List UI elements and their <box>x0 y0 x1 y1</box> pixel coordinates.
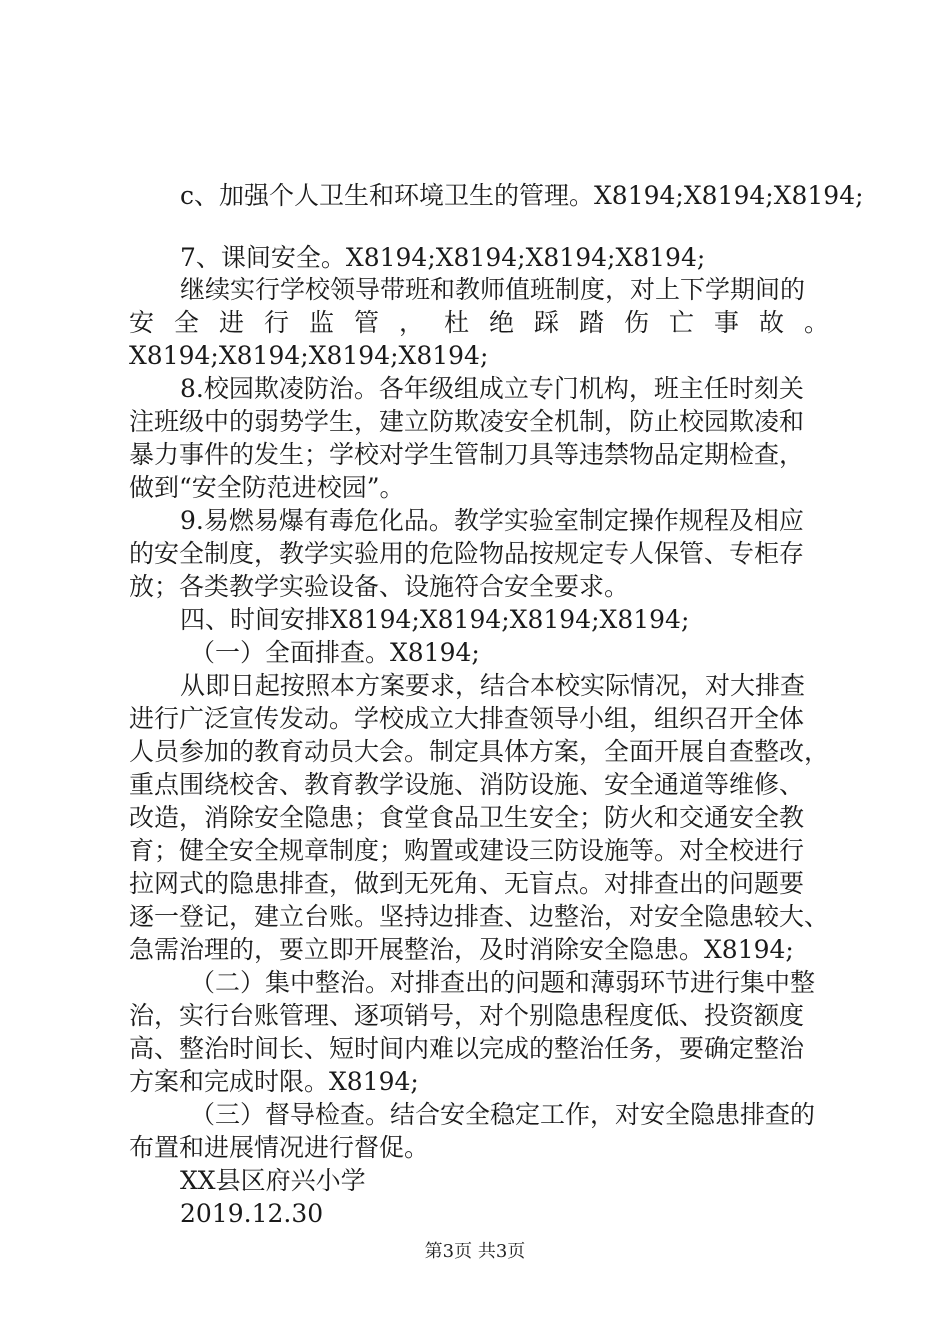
paragraph-line: 安全进行监管，杜绝踩踏伤亡事故。 <box>129 308 829 337</box>
paragraph-line: 放；各类教学实验设备、设施符合安全要求。 <box>129 572 630 601</box>
paragraph-line: （三）督导检查。结合安全稳定工作，对安全隐患排查的 <box>190 1100 816 1129</box>
paragraph-line: c、加强个人卫生和环境卫生的管理。X8194;X8194;X8194; <box>180 181 864 210</box>
paragraph-line: 方案和完成时限。X8194; <box>129 1067 419 1096</box>
paragraph-line: X8194;X8194;X8194;X8194; <box>129 341 489 370</box>
paragraph-line: 急需治理的，要立即开展整治，及时消除安全隐患。X8194; <box>129 935 794 964</box>
paragraph-line: 改造，消除安全隐患；食堂食品卫生安全；防火和交通安全教 <box>129 803 805 832</box>
paragraph-line: 的安全制度，教学实验用的危险物品按规定专人保管、专柜存 <box>129 539 805 568</box>
paragraph-line: 治，实行台账管理、逐项销号，对个别隐患程度低、投资额度 <box>129 1001 805 1030</box>
signature-school: XX县区府兴小学 <box>180 1166 366 1195</box>
paragraph-line: 高、整治时间长、短时间内难以完成的整治任务，要确定整治 <box>129 1034 805 1063</box>
paragraph-line: （二）集中整治。对排查出的问题和薄弱环节进行集中整 <box>190 968 816 997</box>
paragraph-line: 9.易燃易爆有毒危化品。教学实验室制定操作规程及相应 <box>180 506 804 535</box>
paragraph-line: 人员参加的教育动员大会。制定具体方案，全面开展自查整改， <box>129 737 830 766</box>
paragraph-line: 注班级中的弱势学生，建立防欺凌安全机制，防止校园欺凌和 <box>129 407 805 436</box>
paragraph-line: 继续实行学校领导带班和教师值班制度，对上下学期间的 <box>180 275 806 304</box>
paragraph-line: 做到“安全防范进校园”。 <box>129 473 405 502</box>
section-heading: 四、时间安排X8194;X8194;X8194;X8194; <box>180 605 690 634</box>
signature-date: 2019.12.30 <box>180 1199 324 1228</box>
paragraph-line: 逐一登记，建立台账。坚持边排查、边整治，对安全隐患较大、 <box>129 902 830 931</box>
paragraph-line: 从即日起按照本方案要求，结合本校实际情况，对大排查 <box>180 671 806 700</box>
paragraph-line: 拉网式的隐患排查，做到无死角、无盲点。对排查出的问题要 <box>129 869 805 898</box>
page-footer: 第3页 共3页 <box>424 1241 526 1262</box>
subsection-heading: （一）全面排查。X8194; <box>190 638 480 667</box>
paragraph-line: 7、课间安全。X8194;X8194;X8194;X8194; <box>180 243 706 272</box>
paragraph-line: 重点围绕校舍、教育教学设施、消防设施、安全通道等维修、 <box>129 770 805 799</box>
paragraph-line: 布置和进展情况进行督促。 <box>129 1133 430 1162</box>
paragraph-line: 育；健全安全规章制度；购置或建设三防设施等。对全校进行 <box>129 836 805 865</box>
paragraph-line: 暴力事件的发生；学校对学生管制刀具等违禁物品定期检查， <box>129 440 805 469</box>
paragraph-line: 进行广泛宣传发动。学校成立大排查领导小组，组织召开全体 <box>129 704 805 733</box>
paragraph-line: 8.校园欺凌防治。各年级组成立专门机构，班主任时刻关 <box>180 374 804 403</box>
